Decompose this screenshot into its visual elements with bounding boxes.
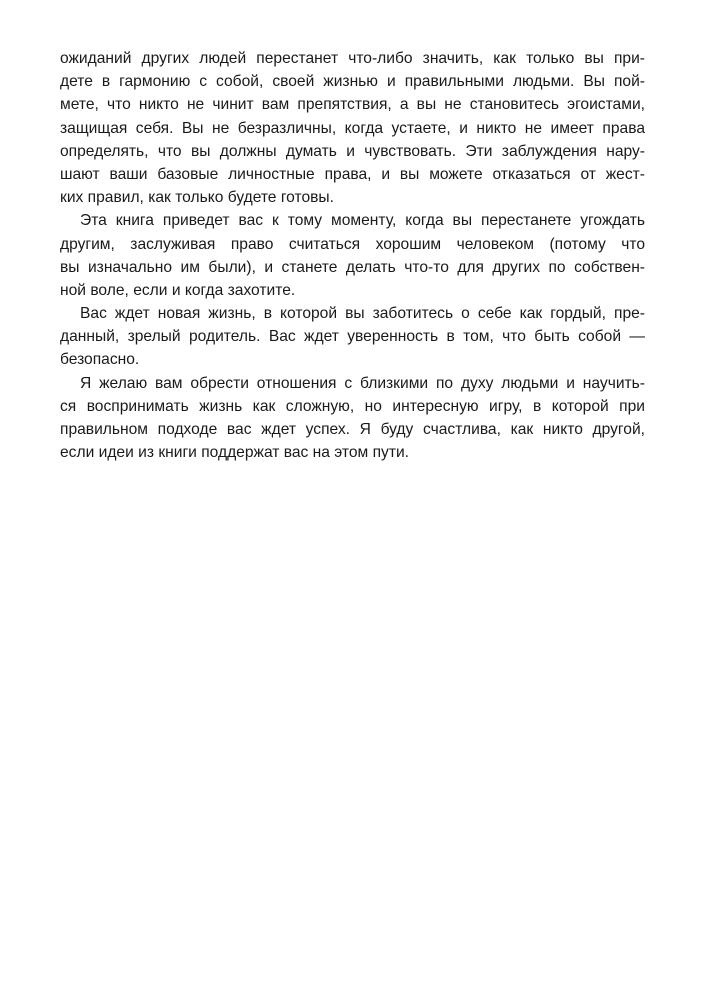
text-line: другим, заслуживая право считаться хорошим человеком (потому что xyxy=(60,235,645,253)
text-line: определять, что вы должны думать и чувствовать. Эти заблуждения нару- xyxy=(60,142,645,160)
text-line: безопасно. xyxy=(60,351,140,369)
text-line: вы изначально им были), и станете делать что-то для других по собствен- xyxy=(60,258,645,276)
text-line: дете в гармонию с собой, своей жизнью и правильными людьми. Вы пой- xyxy=(60,73,645,91)
text-line: ся воспринимать жизнь как сложную, но интересную игру, в которой при xyxy=(60,397,645,415)
paragraph-4 xyxy=(60,372,645,465)
text-line: ких правил, как только будете готовы. xyxy=(60,189,334,207)
text-line: ной воле, если и когда захотите. xyxy=(60,281,296,299)
text-line: защищая себя. Вы не безразличны, когда устаете, и никто не имеет права xyxy=(60,119,645,137)
text-line: Вас ждет новая жизнь, в которой вы заботитесь о себе как гордый, пре- xyxy=(80,305,645,323)
paragraph-2 xyxy=(60,209,645,302)
text-line: ожиданий других людей перестанет что-либо значить, как только вы при- xyxy=(60,50,645,67)
text-line: Эта книга приведет вас к тому моменту, когда вы перестанете угождать xyxy=(80,212,645,230)
text-line: шают ваши базовые личностные права, и вы можете отказаться от жест- xyxy=(60,165,645,183)
body-text xyxy=(60,47,645,464)
paragraph-3 xyxy=(60,302,645,372)
text-line: мете, что никто не чинит вам препятствия, а вы не становитесь эгоистами, xyxy=(60,96,645,114)
paragraph-1 xyxy=(60,47,645,209)
text-line: Я желаю вам обрести отношения с близкими по духу людьми и научить- xyxy=(80,374,645,392)
text-line: если идеи из книги поддержат вас на этом пути. xyxy=(60,444,410,462)
text-line: правильном подходе вас ждет успех. Я буду счастлива, как никто другой, xyxy=(60,421,645,438)
text-line: данный, зрелый родитель. Вас ждет уверенность в том, что быть собой — xyxy=(60,328,645,346)
